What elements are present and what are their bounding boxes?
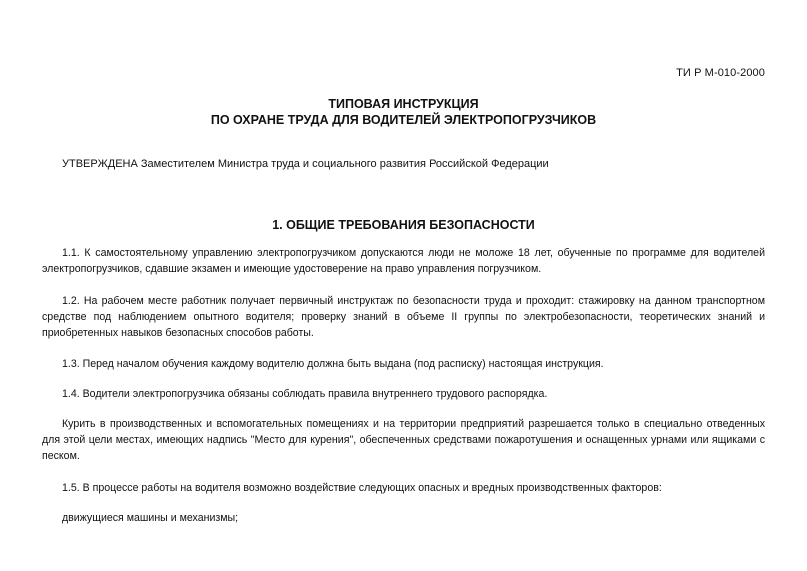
paragraph-smoking-rules: Курить в производственных и вспомогательных помещениях и на территории предприятий разрешается только в специально отведенных для этой цели местах, имеющих надпись "Место для курения", обеспеченных средствами пожаротушения и оснащенных урнами или ящиками с песком. [42,418,765,462]
paragraph-1-2: 1.2. На рабочем месте работник получает первичный инструктаж по безопасности труда и проходит: стажировку на данном транспортном средстве под наблюдением опытного водителя; проверку знаний в объеме II группы по электробезопасности, теоретических знаний и приобретенных навыков безопасных способов работы. [42,295,765,339]
document-title-line-2: ПО ОХРАНЕ ТРУДА ДЛЯ ВОДИТЕЛЕЙ ЭЛЕКТРОПОГРУЗЧИКОВ [210,113,597,127]
document-title-line-1: ТИПОВАЯ ИНСТРУКЦИЯ [328,97,479,111]
paragraph-1-3: 1.3. Перед началом обучения каждому водителю должна быть выдана (под расписку) настоящая инструкция. [62,358,604,370]
paragraph-1-1: 1.1. К самостоятельному управлению электропогрузчиком допускаются люди не моложе 18 лет, обученные по программе для водителей электропогрузчиков, сдавшие экзамен и имеющие удостоверение на право управления погрузчиком. [42,247,765,275]
document-code: ТИ Р М-010-2000 [676,67,765,79]
paragraph-1-5: 1.5. В процессе работы на водителя возможно воздействие следующих опасных и вредных производственных факторов: [62,482,662,494]
hazard-list-item: движущиеся машины и механизмы; [62,512,239,524]
approval-statement: УТВЕРЖДЕНА Заместителем Министра труда и социального развития Российской Федерации [62,158,549,170]
paragraph-1-4: 1.4. Водители электропогрузчика обязаны соблюдать правила внутреннего трудового распорядка. [62,388,548,400]
section-heading: 1. ОБЩИЕ ТРЕБОВАНИЯ БЕЗОПАСНОСТИ [272,218,535,232]
